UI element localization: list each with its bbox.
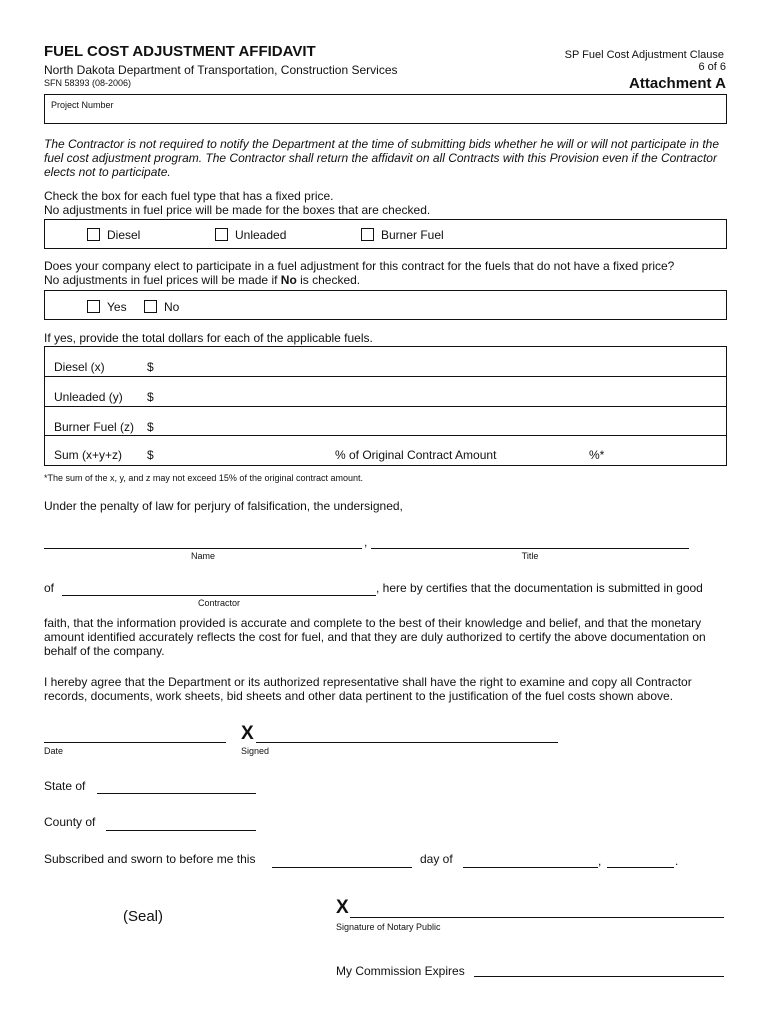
notary-signature-label: Signature of Notary Public (336, 922, 441, 932)
diesel-total-currency: $ (147, 360, 154, 374)
contractor-label: Contractor (197, 598, 241, 608)
attachment-label: Attachment A (629, 75, 726, 92)
unleaded-total-label: Unleaded (y) (54, 390, 123, 404)
state-input[interactable] (97, 793, 256, 794)
project-number-label: Project Number (51, 100, 114, 110)
seal-label: (Seal) (123, 908, 164, 925)
notary-signature-input[interactable] (350, 917, 724, 918)
department-name: North Dakota Department of Transportation, Construction Services (44, 63, 398, 77)
no-label: No (164, 300, 180, 314)
unleaded-total-currency: $ (147, 390, 154, 404)
commission-expires-input[interactable] (474, 976, 724, 977)
diesel-total-input[interactable] (161, 351, 711, 375)
sworn-label: Subscribed and sworn to before me this (44, 852, 256, 866)
yes-checkbox[interactable] (87, 300, 100, 313)
title-label: Title (521, 551, 539, 561)
county-label: County of (44, 815, 96, 829)
sworn-month-input[interactable] (463, 867, 598, 868)
percent-input[interactable] (507, 439, 587, 463)
signature-x-mark: X (241, 723, 254, 744)
date-input[interactable] (44, 742, 226, 743)
burner-fuel-total-label: Burner Fuel (z) (54, 420, 135, 434)
of-label: of (44, 581, 55, 595)
state-label: State of (44, 779, 86, 793)
diesel-checkbox[interactable] (87, 228, 100, 241)
sworn-period: . (675, 854, 679, 868)
certifies-text: , here by certifies that the documentation is submitted in good (376, 581, 703, 595)
name-input[interactable] (44, 548, 362, 549)
totals-table (44, 346, 727, 466)
sum-total-input[interactable] (161, 439, 331, 463)
yes-label: Yes (107, 300, 127, 314)
percent-of-contract-label: % of Original Contract Amount (335, 448, 497, 462)
burner-fuel-total-input[interactable] (161, 410, 711, 434)
participation-note: No adjustments in fuel prices will be made if No is checked. (44, 273, 361, 287)
participation-box (44, 290, 727, 320)
clause-title: SP Fuel Cost Adjustment Clause (564, 49, 724, 61)
date-label: Date (44, 746, 64, 756)
burner-fuel-total-currency: $ (147, 420, 154, 434)
penalty-statement: Under the penalty of law for perjury of falsification, the undersigned, (44, 499, 403, 513)
diesel-total-label: Diesel (x) (54, 360, 105, 374)
form-title: FUEL COST ADJUSTMENT AFFIDAVIT (44, 43, 316, 60)
fixed-price-instruction-1: Check the box for each fuel type that has a fixed price. (44, 189, 334, 203)
notary-x-mark: X (336, 897, 349, 918)
commission-expires-label: My Commission Expires (336, 964, 465, 978)
name-label: Name (190, 551, 215, 561)
intro-notice: The Contractor is not required to notify the Department at the time of submitting bids whether he will or will not participate in the fuel cost adjustment program. The Contractor shall return the affidavit on all Contracts with this Provision even if the Contractor elects not to participate. (44, 137, 719, 179)
contractor-input[interactable] (62, 595, 376, 596)
no-checkbox[interactable] (144, 300, 157, 313)
signed-label: Signed (241, 746, 270, 756)
name-comma: , (364, 535, 368, 549)
unleaded-label: Unleaded (235, 228, 287, 242)
county-input[interactable] (106, 830, 256, 831)
sworn-day-input[interactable] (272, 867, 412, 868)
good-faith-statement: faith, that the information provided is accurate and complete to the best of their knowledge and belief, and that the monetary amount identified accurately reflects the cost for fuel, and that they are duly authorized to certify the above documentation on behalf of the company. (44, 616, 706, 658)
sworn-comma: , (598, 854, 602, 868)
signed-input[interactable] (256, 742, 558, 743)
burner-fuel-checkbox[interactable] (361, 228, 374, 241)
sworn-year-input[interactable] (607, 867, 674, 868)
burner-fuel-label: Burner Fuel (381, 228, 444, 242)
diesel-label: Diesel (107, 228, 141, 242)
fixed-price-box (44, 219, 727, 249)
title-input[interactable] (371, 548, 689, 549)
unleaded-checkbox[interactable] (215, 228, 228, 241)
fixed-price-instruction-2: No adjustments in fuel price will be made for the boxes that are checked. (44, 203, 431, 217)
sum-total-label: Sum (x+y+z) (54, 448, 123, 462)
agreement-statement: I hereby agree that the Department or its authorized representative shall have the right to examine and copy all Contractor records, documents, work sheets, bid sheets and other data pertinent to the justification of the fuel costs shown above. (44, 675, 692, 703)
totals-instruction: If yes, provide the total dollars for each of the applicable fuels. (44, 331, 373, 345)
sum-total-currency: $ (147, 448, 154, 462)
percent-suffix: %* (589, 448, 605, 462)
form-number: SFN 58393 (08-2006) (44, 78, 132, 88)
day-of-label: day of (420, 852, 453, 866)
totals-footnote: *The sum of the x, y, and z may not exceed 15% of the original contract amount. (44, 473, 364, 483)
participation-question: Does your company elect to participate in a fuel adjustment for this contract for the fuels that do not have a fixed price? (44, 259, 675, 273)
unleaded-total-input[interactable] (161, 380, 711, 404)
page-number: 6 of 6 (698, 61, 726, 73)
project-number-field[interactable] (44, 94, 727, 124)
